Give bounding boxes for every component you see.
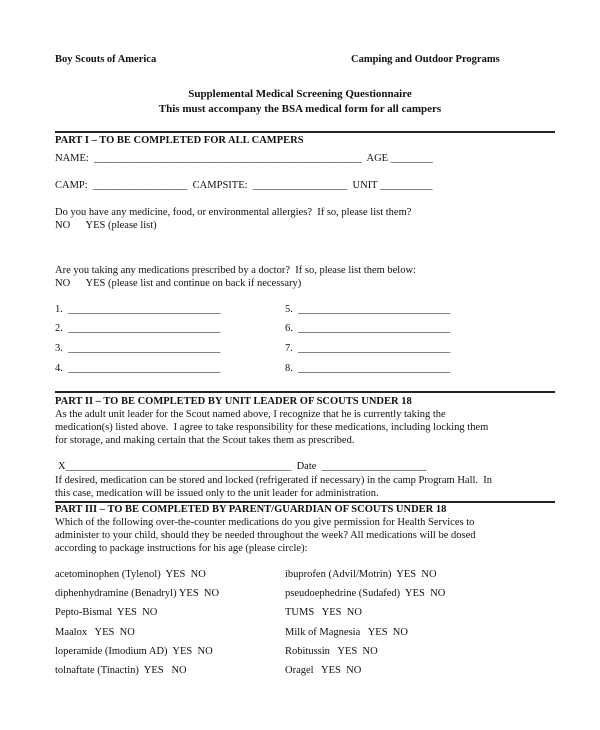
otc-medication-option[interactable]: tolnaftate (Tinactin) YES NO xyxy=(55,665,187,676)
section-divider xyxy=(55,131,555,133)
otc-medication-option[interactable]: Maalox YES NO xyxy=(55,627,135,638)
allergy-answer[interactable]: NO YES (please list) xyxy=(55,220,157,231)
otc-medication-option[interactable]: TUMS YES NO xyxy=(285,607,362,618)
signature-date-field[interactable]: X___________________________________________ Date ____________________ xyxy=(58,461,427,472)
medication-line[interactable]: 8. _____________________________ xyxy=(285,363,451,374)
camp-campsite-unit-field[interactable]: CAMP: __________________ CAMPSITE: __________________ UNIT __________ xyxy=(55,180,433,191)
medication-line[interactable]: 6. _____________________________ xyxy=(285,323,451,334)
form-title: Supplemental Medical Screening Questionnaire xyxy=(188,88,412,100)
medication-line[interactable]: 4. _____________________________ xyxy=(55,363,221,374)
otc-medication-option[interactable]: acetominophen (Tylenol) YES NO xyxy=(55,569,206,580)
medication-line[interactable]: 1. _____________________________ xyxy=(55,304,221,315)
medication-line[interactable]: 7. _____________________________ xyxy=(285,343,451,354)
part1-heading: PART I – TO BE COMPLETED FOR ALL CAMPERS xyxy=(55,135,304,146)
form-subtitle: This must accompany the BSA medical form for all campers xyxy=(158,103,442,115)
otc-medication-option[interactable]: diphenhydramine (Benadryl) YES NO xyxy=(55,588,220,599)
part3-paragraph-line: administer to your child, should they be needed throughout the week? All medications will be dosed xyxy=(55,530,476,541)
otc-medication-option[interactable]: pseudoephedrine (Sudafed) YES NO xyxy=(285,588,446,599)
part2-paragraph-line: medication(s) listed above. I agree to take responsibility for these medications, including locking them xyxy=(55,422,489,433)
part3-heading: PART III – TO BE COMPLETED BY PARENT/GUARDIAN OF SCOUTS UNDER 18 xyxy=(55,504,447,515)
otc-medication-option[interactable]: Oragel YES NO xyxy=(285,665,362,676)
part3-paragraph-line: Which of the following over-the-counter medications do you give permission for Health Services to xyxy=(55,517,475,528)
part2-paragraph-line: for storage, and making certain that the Scout takes them as prescribed. xyxy=(55,435,355,446)
program-name: Camping and Outdoor Programs xyxy=(351,54,500,65)
org-name: Boy Scouts of America xyxy=(55,54,157,65)
allergy-question: Do you have any medicine, food, or environmental allergies? If so, please list them? xyxy=(55,207,412,218)
otc-medication-option[interactable]: Pepto-Bismal YES NO xyxy=(55,607,158,618)
storage-note-line: If desired, medication can be stored and locked (refrigerated if necessary) in the camp Program Hall. In xyxy=(55,475,493,486)
medication-line[interactable]: 2. _____________________________ xyxy=(55,323,221,334)
medication-answer[interactable]: NO YES (please list and continue on back if necessary) xyxy=(55,278,302,289)
otc-medication-option[interactable]: ibuprofen (Advil/Motrin) YES NO xyxy=(285,569,437,580)
storage-note-line: this case, medication will be issued only to the unit leader for administration. xyxy=(55,488,379,499)
otc-medication-option[interactable]: Milk of Magnesia YES NO xyxy=(285,627,408,638)
otc-medication-option[interactable]: Robitussin YES NO xyxy=(285,646,378,657)
part2-heading: PART II – TO BE COMPLETED BY UNIT LEADER OF SCOUTS UNDER 18 xyxy=(55,396,412,407)
part3-paragraph-line: according to package instructions for his age (please circle): xyxy=(55,543,308,554)
section-divider xyxy=(55,391,555,393)
part2-paragraph-line: As the adult unit leader for the Scout named above, I recognize that he is currently taking the xyxy=(55,409,446,420)
name-age-field[interactable]: NAME: ___________________________________________________ AGE ________ xyxy=(55,153,433,164)
medication-line[interactable]: 3. _____________________________ xyxy=(55,343,221,354)
otc-medication-option[interactable]: loperamide (Imodium AD) YES NO xyxy=(55,646,213,657)
medication-question: Are you taking any medications prescribed by a doctor? If so, please list them below: xyxy=(55,265,416,276)
medication-line[interactable]: 5. _____________________________ xyxy=(285,304,451,315)
